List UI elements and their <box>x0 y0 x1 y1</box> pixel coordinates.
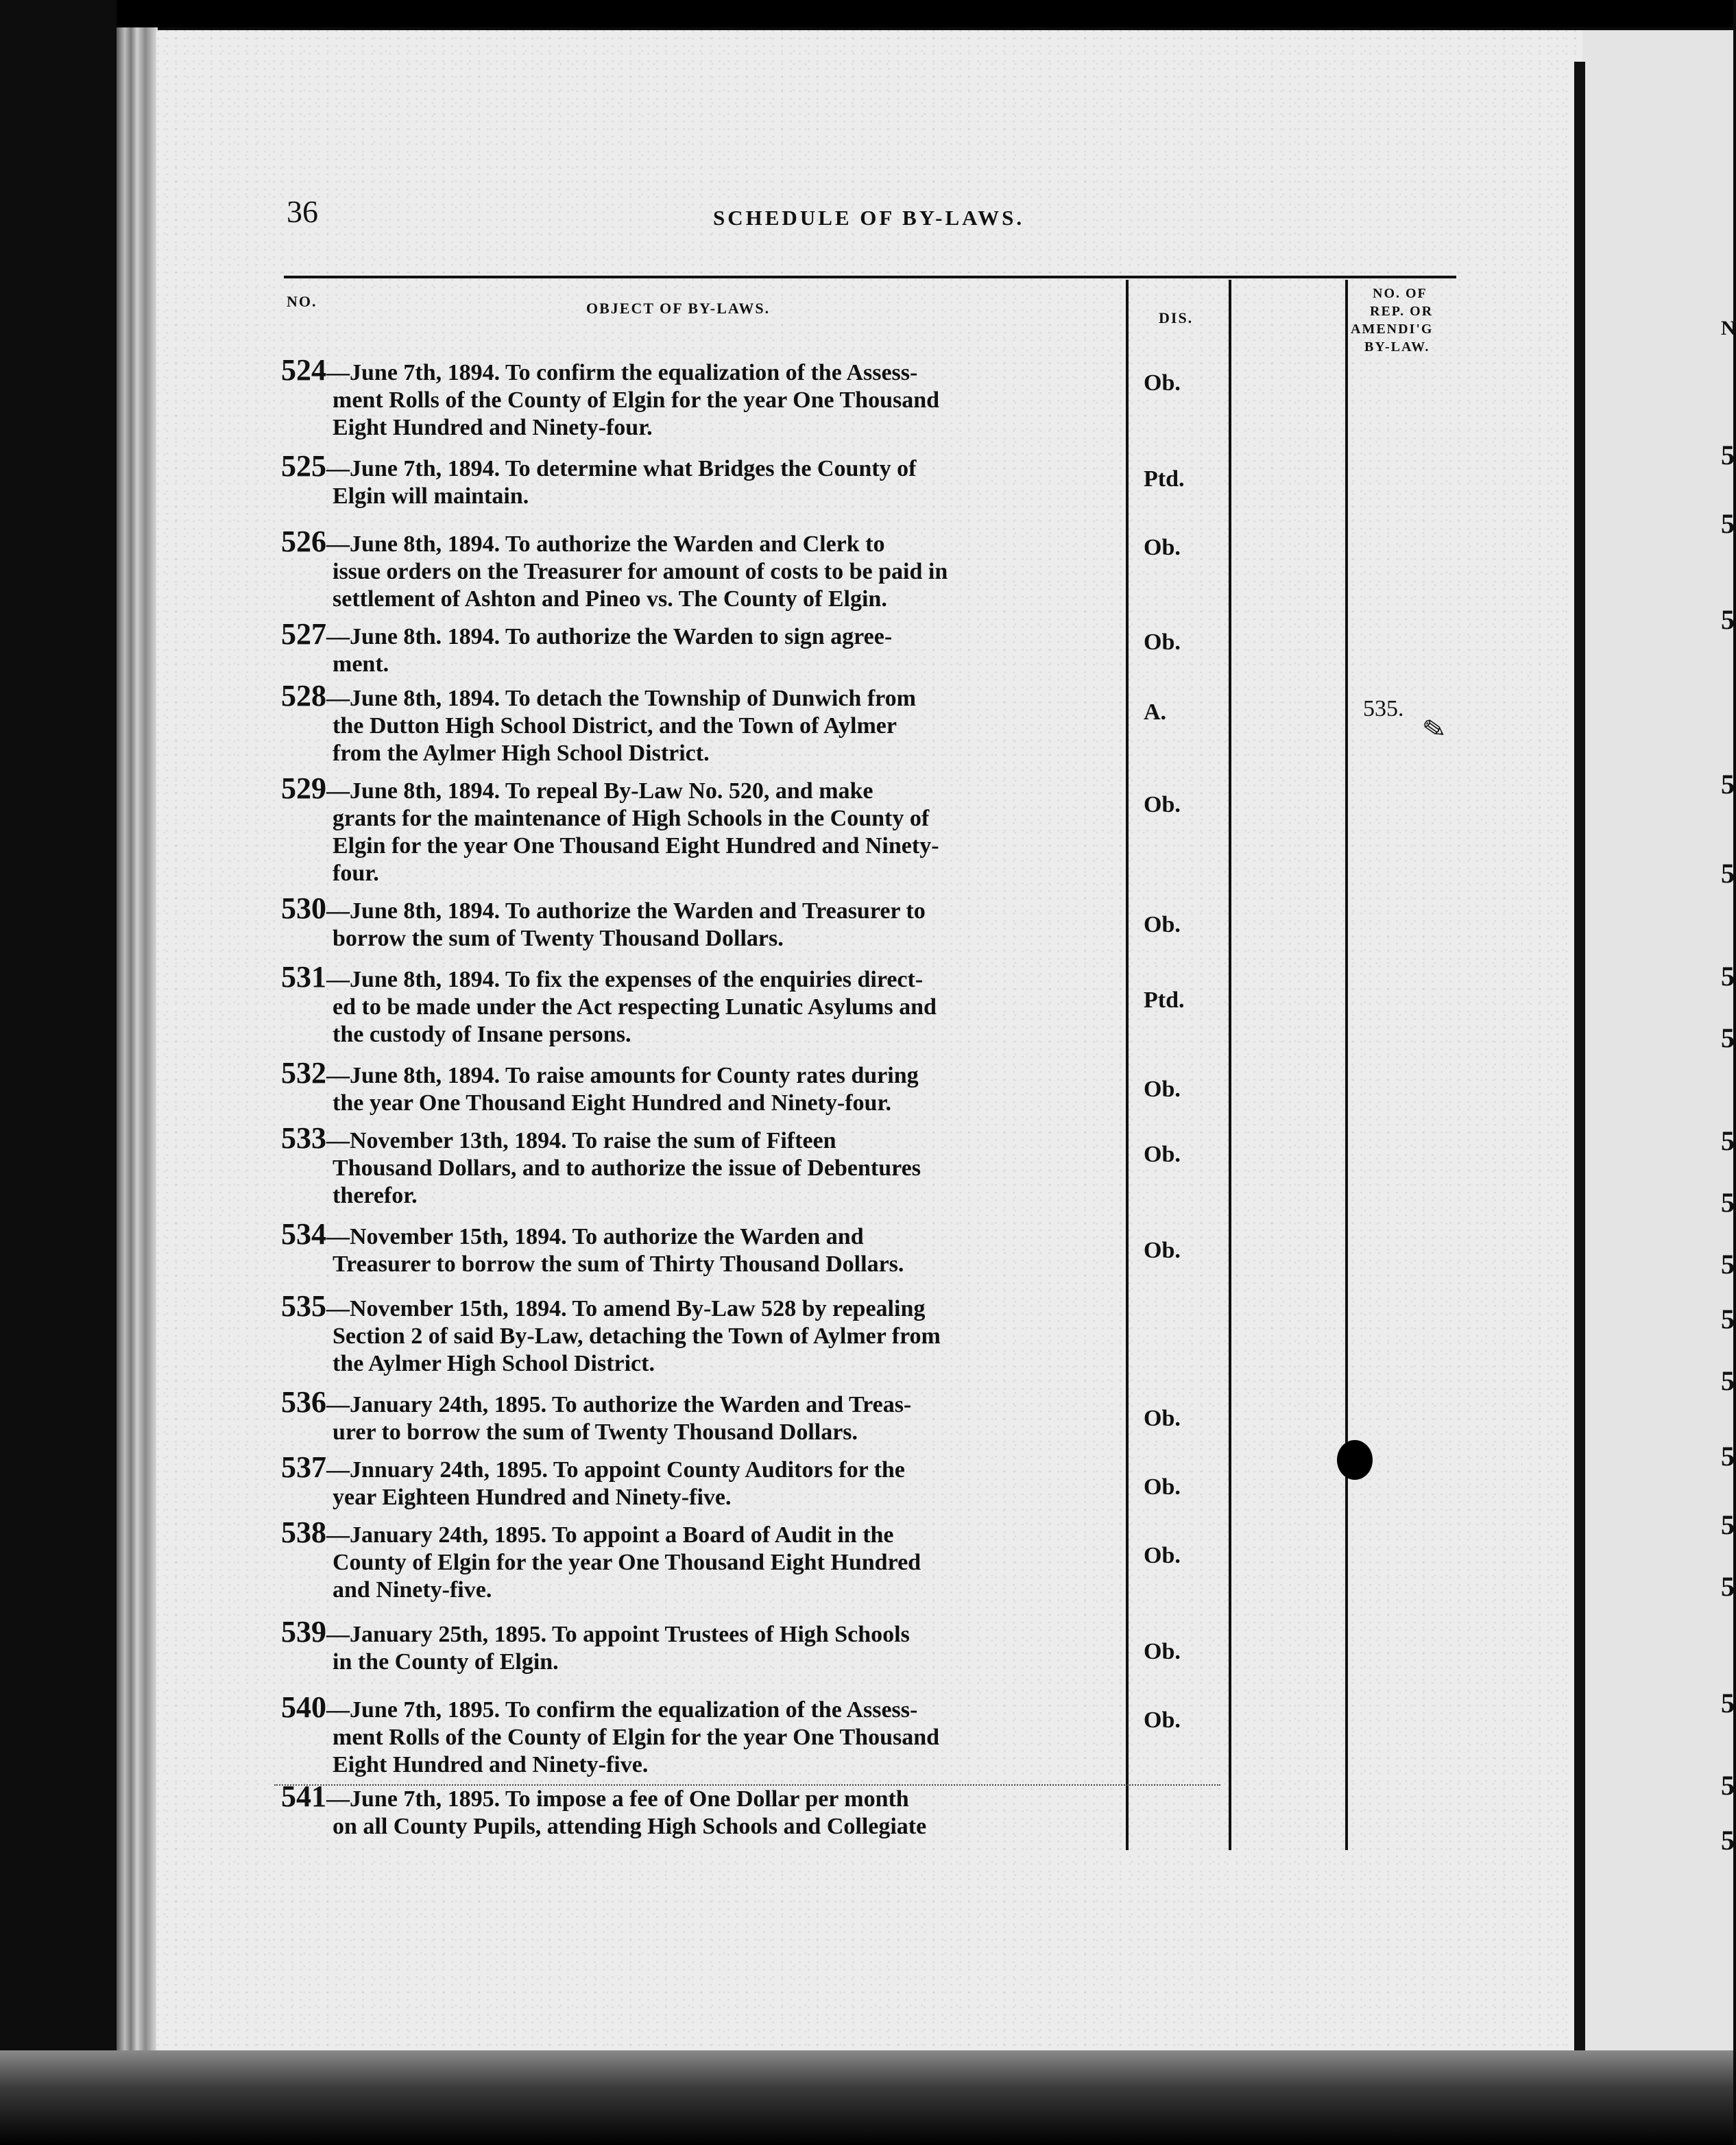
entry-text: in the County of Elgin. <box>333 1649 559 1675</box>
entry-line <box>281 1323 1128 1350</box>
by-law-number: 530 <box>281 891 326 925</box>
column-divider <box>1345 280 1348 1850</box>
by-law-number: 536 <box>281 1385 326 1419</box>
facing-page-numeral: 5 <box>1721 1125 1735 1156</box>
disposition: Ob. <box>1144 1406 1181 1431</box>
column-header-rep-line: NO. OF <box>1373 286 1427 301</box>
by-law-entry <box>281 1615 1128 1676</box>
entry-text: and Ninety-five. <box>333 1577 492 1603</box>
entry-line <box>281 1217 1128 1251</box>
column-header-rep-line: AMENDI'G <box>1351 322 1434 337</box>
column-header-rep-line: BY-LAW. <box>1364 339 1430 355</box>
by-law-entry <box>281 1121 1128 1210</box>
entry-text: borrow the sum of Twenty Thousand Dollars. <box>333 926 784 951</box>
by-law-entry <box>281 1289 1128 1378</box>
entry-text: —June 7th, 1895. To confirm the equalization of the Assess- <box>326 1697 918 1723</box>
by-law-entry <box>281 525 1128 613</box>
entry-line <box>281 832 1128 860</box>
column-divider <box>1229 280 1231 1850</box>
column-header-object: OBJECT OF BY-LAWS. <box>586 300 771 317</box>
page-number: 36 <box>287 194 318 229</box>
facing-page-strip <box>1582 30 1733 2081</box>
entry-line <box>281 1450 1128 1484</box>
entry-line <box>281 925 1128 952</box>
facing-page-numeral: 5 <box>1721 1022 1735 1053</box>
entry-text: —June 7th, 1895. To impose a fee of One Dollar per month <box>326 1786 909 1812</box>
entry-text: County of Elgin for the year One Thousand Eight Hundred <box>333 1550 921 1575</box>
disposition: Ptd. <box>1144 466 1185 492</box>
entry-line <box>281 679 1128 712</box>
entry-line <box>281 860 1128 887</box>
disposition: Ob. <box>1144 370 1181 396</box>
entry-line <box>281 994 1128 1021</box>
entry-line <box>281 771 1128 805</box>
column-header-no: NO. <box>287 293 317 310</box>
entry-line <box>281 1419 1128 1446</box>
column-header-dis: DIS. <box>1159 309 1194 326</box>
entry-text: —June 8th, 1894. To fix the expenses of the enquiries direct- <box>326 967 924 992</box>
entry-line <box>281 558 1128 586</box>
entry-text: Thousand Dollars, and to authorize the issue of Debentures <box>333 1155 921 1181</box>
by-law-number: 538 <box>281 1515 326 1549</box>
entry-text: —June 8th, 1894. To authorize the Warden and Clerk to <box>326 531 885 557</box>
disposition: Ob. <box>1144 1238 1181 1263</box>
entry-text: —November 13th, 1894. To raise the sum of Fifteen <box>326 1128 836 1153</box>
entry-line <box>281 1056 1128 1090</box>
entry-text: Elgin for the year One Thousand Eight Hundred and Ninety- <box>333 833 939 859</box>
facing-page-numeral: 5 <box>1721 1571 1735 1602</box>
entry-text: —November 15th, 1894. To authorize the Warden and <box>326 1224 864 1249</box>
entry-line <box>281 712 1128 740</box>
disposition: Ob. <box>1144 1142 1181 1167</box>
entry-text: —June 8th, 1894. To raise amounts for County rates during <box>326 1063 919 1088</box>
by-law-entry <box>281 960 1128 1048</box>
entry-line <box>281 1021 1128 1048</box>
amending-by-law-ref: 535. <box>1363 696 1404 721</box>
facing-page-numeral: 5 <box>1721 769 1735 800</box>
entry-line <box>281 740 1128 767</box>
ink-blot <box>1337 1440 1373 1480</box>
entry-line <box>281 449 1128 483</box>
entry-line <box>281 891 1128 925</box>
entry-text: Elgin will maintain. <box>333 483 529 509</box>
facing-page-numeral: 5 <box>1721 604 1735 635</box>
entry-line <box>281 1751 1128 1779</box>
book-binding-edge <box>117 27 158 2078</box>
entry-text: from the Aylmer High School District. <box>333 741 710 766</box>
entry-text: year Eighteen Hundred and Ninety-five. <box>333 1485 732 1510</box>
by-law-entry <box>281 1515 1128 1604</box>
by-law-number: 537 <box>281 1450 326 1484</box>
entry-text: ment Rolls of the County of Elgin for the year One Thousand <box>333 1725 940 1750</box>
entry-line <box>281 1385 1128 1419</box>
facing-page-numeral: 5 <box>1721 1187 1735 1218</box>
entry-text: Section 2 of said By-Law, detaching the Town of Aylmer from <box>333 1323 941 1349</box>
entry-line <box>281 414 1128 442</box>
entry-text: four. <box>333 861 379 886</box>
entry-text: —June 7th, 1894. To confirm the equalization of the Assess- <box>326 360 918 385</box>
entry-text: ed to be made under the Act respecting Lunatic Asylums and <box>333 994 937 1020</box>
disposition: A. <box>1144 699 1167 725</box>
entry-text: grants for the maintenance of High Schools in the County of <box>333 806 930 831</box>
entry-line <box>281 1182 1128 1210</box>
entry-line <box>281 1155 1128 1182</box>
entry-line <box>281 1289 1128 1323</box>
entry-text: the Aylmer High School District. <box>333 1351 655 1376</box>
disposition: Ob. <box>1144 1474 1181 1500</box>
entry-line <box>281 586 1128 613</box>
entry-text: settlement of Ashton and Pineo vs. The County of Elgin. <box>333 586 887 612</box>
entry-text: Eight Hundred and Ninety-four. <box>333 415 653 440</box>
entry-text: the custody of Insane persons. <box>333 1022 631 1047</box>
entry-line <box>281 960 1128 994</box>
disposition: Ob. <box>1144 1543 1181 1568</box>
entry-text: —June 7th, 1894. To determine what Bridges the County of <box>326 456 917 481</box>
entry-line <box>281 1724 1128 1751</box>
by-law-entry <box>281 1217 1128 1278</box>
by-law-number: 526 <box>281 525 326 558</box>
entry-text: —June 8th, 1894. To repeal By-Law No. 520, and make <box>326 778 873 804</box>
facing-page-numeral: 5 <box>1721 1770 1735 1801</box>
entry-line <box>281 1779 1128 1813</box>
by-law-entry <box>281 1385 1128 1446</box>
entry-text: —January 24th, 1895. To authorize the Warden and Treas- <box>326 1392 912 1417</box>
entry-line <box>281 1484 1128 1511</box>
facing-page-header-fragment: N <box>1721 317 1736 339</box>
pencil-mark: ✎ <box>1420 712 1449 747</box>
facing-page-numeral: 5 <box>1721 1509 1735 1540</box>
by-law-number: 527 <box>281 617 326 651</box>
entry-text: —January 25th, 1895. To appoint Trustees of High Schools <box>326 1622 910 1647</box>
disposition: Ob. <box>1144 912 1181 937</box>
by-law-number: 528 <box>281 679 326 712</box>
by-law-number: 539 <box>281 1615 326 1649</box>
by-law-number: 535 <box>281 1289 326 1323</box>
entry-text: —Jnnuary 24th, 1895. To appoint County Auditors for the <box>326 1457 905 1483</box>
by-law-entry <box>281 679 1128 767</box>
entry-line <box>281 617 1128 651</box>
by-law-number: 529 <box>281 771 326 805</box>
facing-page-numeral: 5 <box>1721 1825 1735 1856</box>
entry-line <box>281 1090 1128 1117</box>
facing-page-numeral: 5 <box>1721 1441 1735 1472</box>
entry-text: Treasurer to borrow the sum of Thirty Thousand Dollars. <box>333 1251 904 1277</box>
by-law-number: 524 <box>281 353 326 387</box>
entry-line <box>281 1615 1128 1649</box>
by-law-entry <box>281 1779 1128 1841</box>
entry-line <box>281 483 1128 510</box>
entry-text: ment Rolls of the County of Elgin for the year One Thousand <box>333 387 940 413</box>
by-law-number: 540 <box>281 1690 326 1724</box>
facing-page-numeral: 5 <box>1721 1365 1735 1396</box>
by-law-entry <box>281 617 1128 678</box>
entry-line <box>281 1515 1128 1549</box>
scan-bottom-border <box>0 2050 1733 2145</box>
facing-page-numeral: 5 <box>1721 858 1735 889</box>
disposition: Ptd. <box>1144 987 1185 1013</box>
entry-text: on all County Pupils, attending High Schools and Collegiate <box>333 1814 927 1839</box>
entry-line <box>281 1350 1128 1378</box>
entry-line <box>281 353 1128 387</box>
by-law-entry <box>281 1690 1128 1779</box>
entry-text: —January 24th, 1895. To appoint a Board of Audit in the <box>326 1522 894 1548</box>
by-law-entry <box>281 891 1128 952</box>
entry-line <box>281 805 1128 832</box>
facing-page-numeral: 5 <box>1721 961 1735 992</box>
disposition: Ob. <box>1144 535 1181 560</box>
entry-text: —November 15th, 1894. To amend By-Law 528 by repealing <box>326 1296 926 1321</box>
facing-page-numeral: 5 <box>1721 1304 1735 1334</box>
entry-line <box>281 1549 1128 1577</box>
scan-left-border <box>0 0 117 2145</box>
disposition: Ob. <box>1144 630 1181 655</box>
facing-page-numeral: 5 <box>1721 1688 1735 1718</box>
by-law-entry <box>281 1450 1128 1511</box>
by-law-number: 531 <box>281 960 326 994</box>
entry-text: issue orders on the Treasurer for amount of costs to be paid in <box>333 559 948 584</box>
entry-text: —June 8th, 1894. To authorize the Warden and Treasurer to <box>326 898 926 924</box>
column-header-rep-line: REP. OR <box>1370 304 1434 319</box>
by-law-number: 541 <box>281 1779 326 1813</box>
disposition: Ob. <box>1144 1077 1181 1102</box>
entry-line <box>281 1649 1128 1676</box>
facing-page-numeral: 5 <box>1721 440 1735 470</box>
by-law-entry <box>281 1056 1128 1117</box>
disposition: Ob. <box>1144 1707 1181 1733</box>
running-title: SCHEDULE OF BY-LAWS. <box>713 206 1025 230</box>
facing-page-numeral: 5 <box>1721 508 1735 539</box>
entry-text: urer to borrow the sum of Twenty Thousand Dollars. <box>333 1419 858 1445</box>
entry-text: therefor. <box>333 1183 418 1208</box>
by-law-number: 525 <box>281 449 326 483</box>
facing-page-numeral: 5 <box>1721 1249 1735 1280</box>
entry-text: Eight Hundred and Ninety-five. <box>333 1752 649 1777</box>
entry-text: the year One Thousand Eight Hundred and Ninety-four. <box>333 1090 891 1116</box>
entry-line <box>281 651 1128 678</box>
by-law-entry <box>281 771 1128 887</box>
disposition: Ob. <box>1144 792 1181 817</box>
by-law-entry <box>281 353 1128 442</box>
entry-line <box>281 1121 1128 1155</box>
entry-line <box>281 1251 1128 1278</box>
entry-line <box>281 1577 1128 1604</box>
by-law-number: 534 <box>281 1217 326 1251</box>
by-law-entry <box>281 449 1128 510</box>
disposition: Ob. <box>1144 1639 1181 1664</box>
scan-top-border <box>0 0 1733 27</box>
entry-line <box>281 1813 1128 1841</box>
entry-text: —June 8th. 1894. To authorize the Warden to sign agree- <box>326 624 893 649</box>
page-gutter <box>1574 62 1585 2071</box>
entry-text: —June 8th, 1894. To detach the Township of Dunwich from <box>326 686 916 711</box>
header-rule <box>284 276 1456 278</box>
by-law-number: 533 <box>281 1121 326 1155</box>
entry-text: the Dutton High School District, and the Town of Aylmer <box>333 713 897 739</box>
entry-text: ment. <box>333 651 389 677</box>
entry-line <box>281 387 1128 414</box>
by-law-number: 532 <box>281 1056 326 1090</box>
entry-line <box>281 1690 1128 1724</box>
entry-line <box>281 525 1128 558</box>
